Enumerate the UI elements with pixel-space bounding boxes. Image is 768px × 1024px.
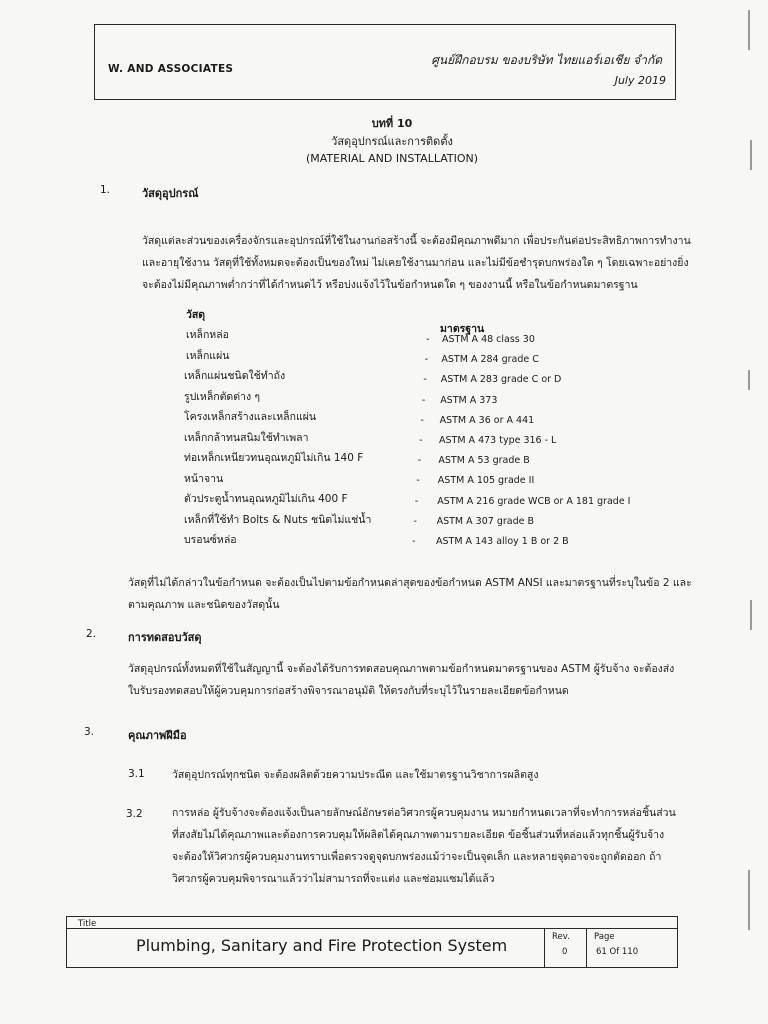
subsection-3-1-text: วัสดุอุปกรณ์ทุกชนิด จะต้องผลิตด้วยความประณีต และใช้มาตรฐานวิชาการผลิตสูง	[172, 769, 539, 781]
material-standard: ASTM A 473 type 316 - L	[439, 435, 557, 446]
page-number: 61 Of 110	[596, 947, 639, 957]
standard-dash: -	[423, 374, 427, 385]
section-1-paragraph	[142, 230, 702, 296]
material-standard: ASTM A 307 grade B	[436, 516, 534, 527]
standard-dash: -	[424, 354, 429, 365]
standard-dash: -	[419, 435, 423, 446]
section-2-paragraph	[128, 658, 708, 702]
para-line: การหล่อ ผู้รับจ้างจะต้องแจ้งเป็นลายลักษณ์อักษรต่อวิศวกรผู้ควบคุมงาน หมายกำหนดเวลาที่จะทำการหล่อชิ้นส่วน	[172, 807, 676, 819]
para-line: จะต้องให้วิศวกรผู้ควบคุมงานทราบเพื่อตรวจดูจุดบกพร่องแม้ว่าจะเป็นจุดเล็ก และหลายจุดอาจจะถูกตัดออก ถ้า	[172, 851, 662, 863]
footer-title-label: Title	[78, 919, 97, 929]
chapter-number: บทที่ 10	[371, 117, 413, 130]
material-name: เหล็กหล่อ	[186, 329, 229, 341]
standard-dash: -	[412, 536, 416, 547]
standard-dash: -	[414, 496, 419, 507]
section-2-title: การทดสอบวัสดุ	[128, 631, 202, 644]
note-line: ตามคุณภาพ และชนิดของวัสดุนั้น	[128, 599, 280, 611]
revision-value: 0	[562, 947, 568, 957]
section-2-number: 2.	[86, 628, 97, 640]
subsection-3-1-number: 3.1	[128, 768, 145, 780]
footer-title: Plumbing, Sanitary and Fire Protection System	[136, 936, 508, 955]
material-name: รูปเหล็กตัดต่าง ๆ	[184, 391, 261, 403]
standard-dash: -	[426, 334, 430, 345]
material-name: ท่อเหล็กเหนียวทนอุณหภูมิไม่เกิน 140 F	[184, 452, 364, 464]
standards-header: มาตรฐาน	[440, 323, 485, 335]
standard-dash: -	[416, 475, 420, 486]
section-1-note	[128, 572, 708, 616]
para-line: ที่สงสัยไม่ได้คุณภาพและต้องการควบคุมให้ผลิตได้คุณภาพตามรายละเอียด ข้อชิ้นส่วนที่หล่อแล้วทุกชิ้นผู้รับจ้าง	[172, 829, 665, 841]
para-line: วัสดุแต่ละส่วนของเครื่องจักรและอุปกรณ์ที่ใช้ในงานก่อสร้างนี้ จะต้องมีคุณภาพดีมาก เพื่อประกันต่อประสิทธิภาพการทำงาน	[142, 235, 691, 247]
material-name: บรอนซ์หล่อ	[184, 534, 237, 546]
material-standard: ASTM A 373	[440, 395, 498, 406]
material-standard: ASTM A 283 grade C or D	[440, 374, 562, 385]
company-name: W. AND ASSOCIATES	[108, 63, 234, 75]
subsection-3-2-number: 3.2	[126, 808, 143, 820]
material-standard: ASTM A 36 or A 441	[439, 415, 535, 426]
material-name: โครงเหล็กสร้างและเหล็กแผ่น	[184, 411, 317, 423]
revision-label: Rev.	[552, 932, 570, 942]
scan-edge-mark	[750, 140, 752, 170]
material-standard: ASTM A 53 grade B	[438, 455, 530, 466]
material-standard: ASTM A 284 grade C	[441, 354, 539, 365]
para-line: วิศวกรผู้ควบคุมพิจารณาแล้วว่าไม่สามารถที่จะแต่ง และซ่อมแซมได้แล้ว	[172, 873, 495, 885]
chapter-title-th: วัสดุอุปกรณ์และการติดตั้ง	[331, 135, 453, 148]
para-line: จะต้องไม่มีคุณภาพต่ำกว่าที่ได้กำหนดไว้ หรือบ่งแจ้งไว้ในข้อกำหนดใด ๆ ของงานนี้ หรือในข้อกำหนดมาตรฐาน	[142, 279, 638, 291]
material-name: เหล็กที่ใช้ทำ Bolts & Nuts ชนิดไม่แช่น้ำ	[184, 514, 372, 526]
standard-dash: -	[421, 395, 426, 406]
header-date: July 2019	[614, 74, 666, 87]
standard-dash: -	[417, 455, 422, 466]
section-1-title: วัสดุอุปกรณ์	[142, 187, 199, 200]
footer-divider	[586, 928, 587, 968]
material-name: ตัวประตูน้ำทนอุณหภูมิไม่เกิน 400 F	[184, 493, 348, 505]
material-name: เหล็กแผ่น	[186, 350, 230, 362]
note-line: วัสดุที่ไม่ได้กล่าวในข้อกำหนด จะต้องเป็นไปตามข้อกำหนดล่าสุดของข้อกำหนด ASTM ANSI และมาตรฐานที่ระบุในข้อ 2 และ	[128, 577, 692, 589]
material-standard: ASTM A 143 alloy 1 B or 2 B	[436, 536, 569, 547]
para-line: ใบรับรองทดสอบให้ผู้ควบคุมการก่อสร้างพิจารณาอนุมัติ ให้ตรงกับที่ระบุไว้ในรายละเอียดข้อกำหนด	[128, 685, 569, 697]
scan-edge-mark	[748, 10, 750, 50]
para-line: และอายุใช้งาน วัสดุที่ใช้ทั้งหมดจะต้องเป็นของใหม่ ไม่เคยใช้งานมาก่อน และไม่มีข้อชำรุดบกพร่องใด ๆ โดยเฉพาะอย่างยิ่ง	[142, 257, 689, 269]
materials-header: วัสดุ	[186, 309, 206, 321]
standard-dash: -	[420, 415, 424, 426]
footer-top-rule	[66, 928, 678, 929]
material-name: เหล็กแผ่นชนิดใช้ทำถัง	[184, 370, 286, 382]
page-label: Page	[594, 932, 615, 942]
footer-divider	[544, 928, 545, 968]
scan-edge-mark	[748, 370, 750, 390]
scan-edge-mark	[748, 870, 750, 930]
section-1-number: 1.	[100, 184, 111, 196]
material-standard: ASTM A 48 class 30	[442, 334, 535, 345]
standard-dash: -	[413, 516, 417, 527]
scan-edge-mark	[750, 600, 752, 630]
material-standard: ASTM A 105 grade II	[437, 475, 535, 486]
material-standard: ASTM A 216 grade WCB or A 181 grade I	[437, 496, 631, 507]
subsection-3-2-text	[172, 802, 692, 890]
chapter-title-en: (MATERIAL AND INSTALLATION)	[305, 152, 479, 165]
material-name: เหล็กกล้าทนสนิมใช้ทำเพลา	[184, 432, 309, 444]
section-3-number: 3.	[84, 726, 95, 738]
training-center: ศูนย์ฝึกอบรม ของบริษัท ไทยแอร์เอเชีย จำกัด	[431, 53, 662, 67]
section-3-title: คุณภาพฝีมือ	[128, 729, 187, 742]
para-line: วัสดุอุปกรณ์ทั้งหมดที่ใช้ในสัญญานี้ จะต้องได้รับการทดสอบคุณภาพตามข้อกำหนดมาตรฐานของ ASTM ผู้รับจ้าง จะต้องส่ง	[128, 663, 675, 675]
material-name: หน้าจาน	[184, 473, 224, 485]
